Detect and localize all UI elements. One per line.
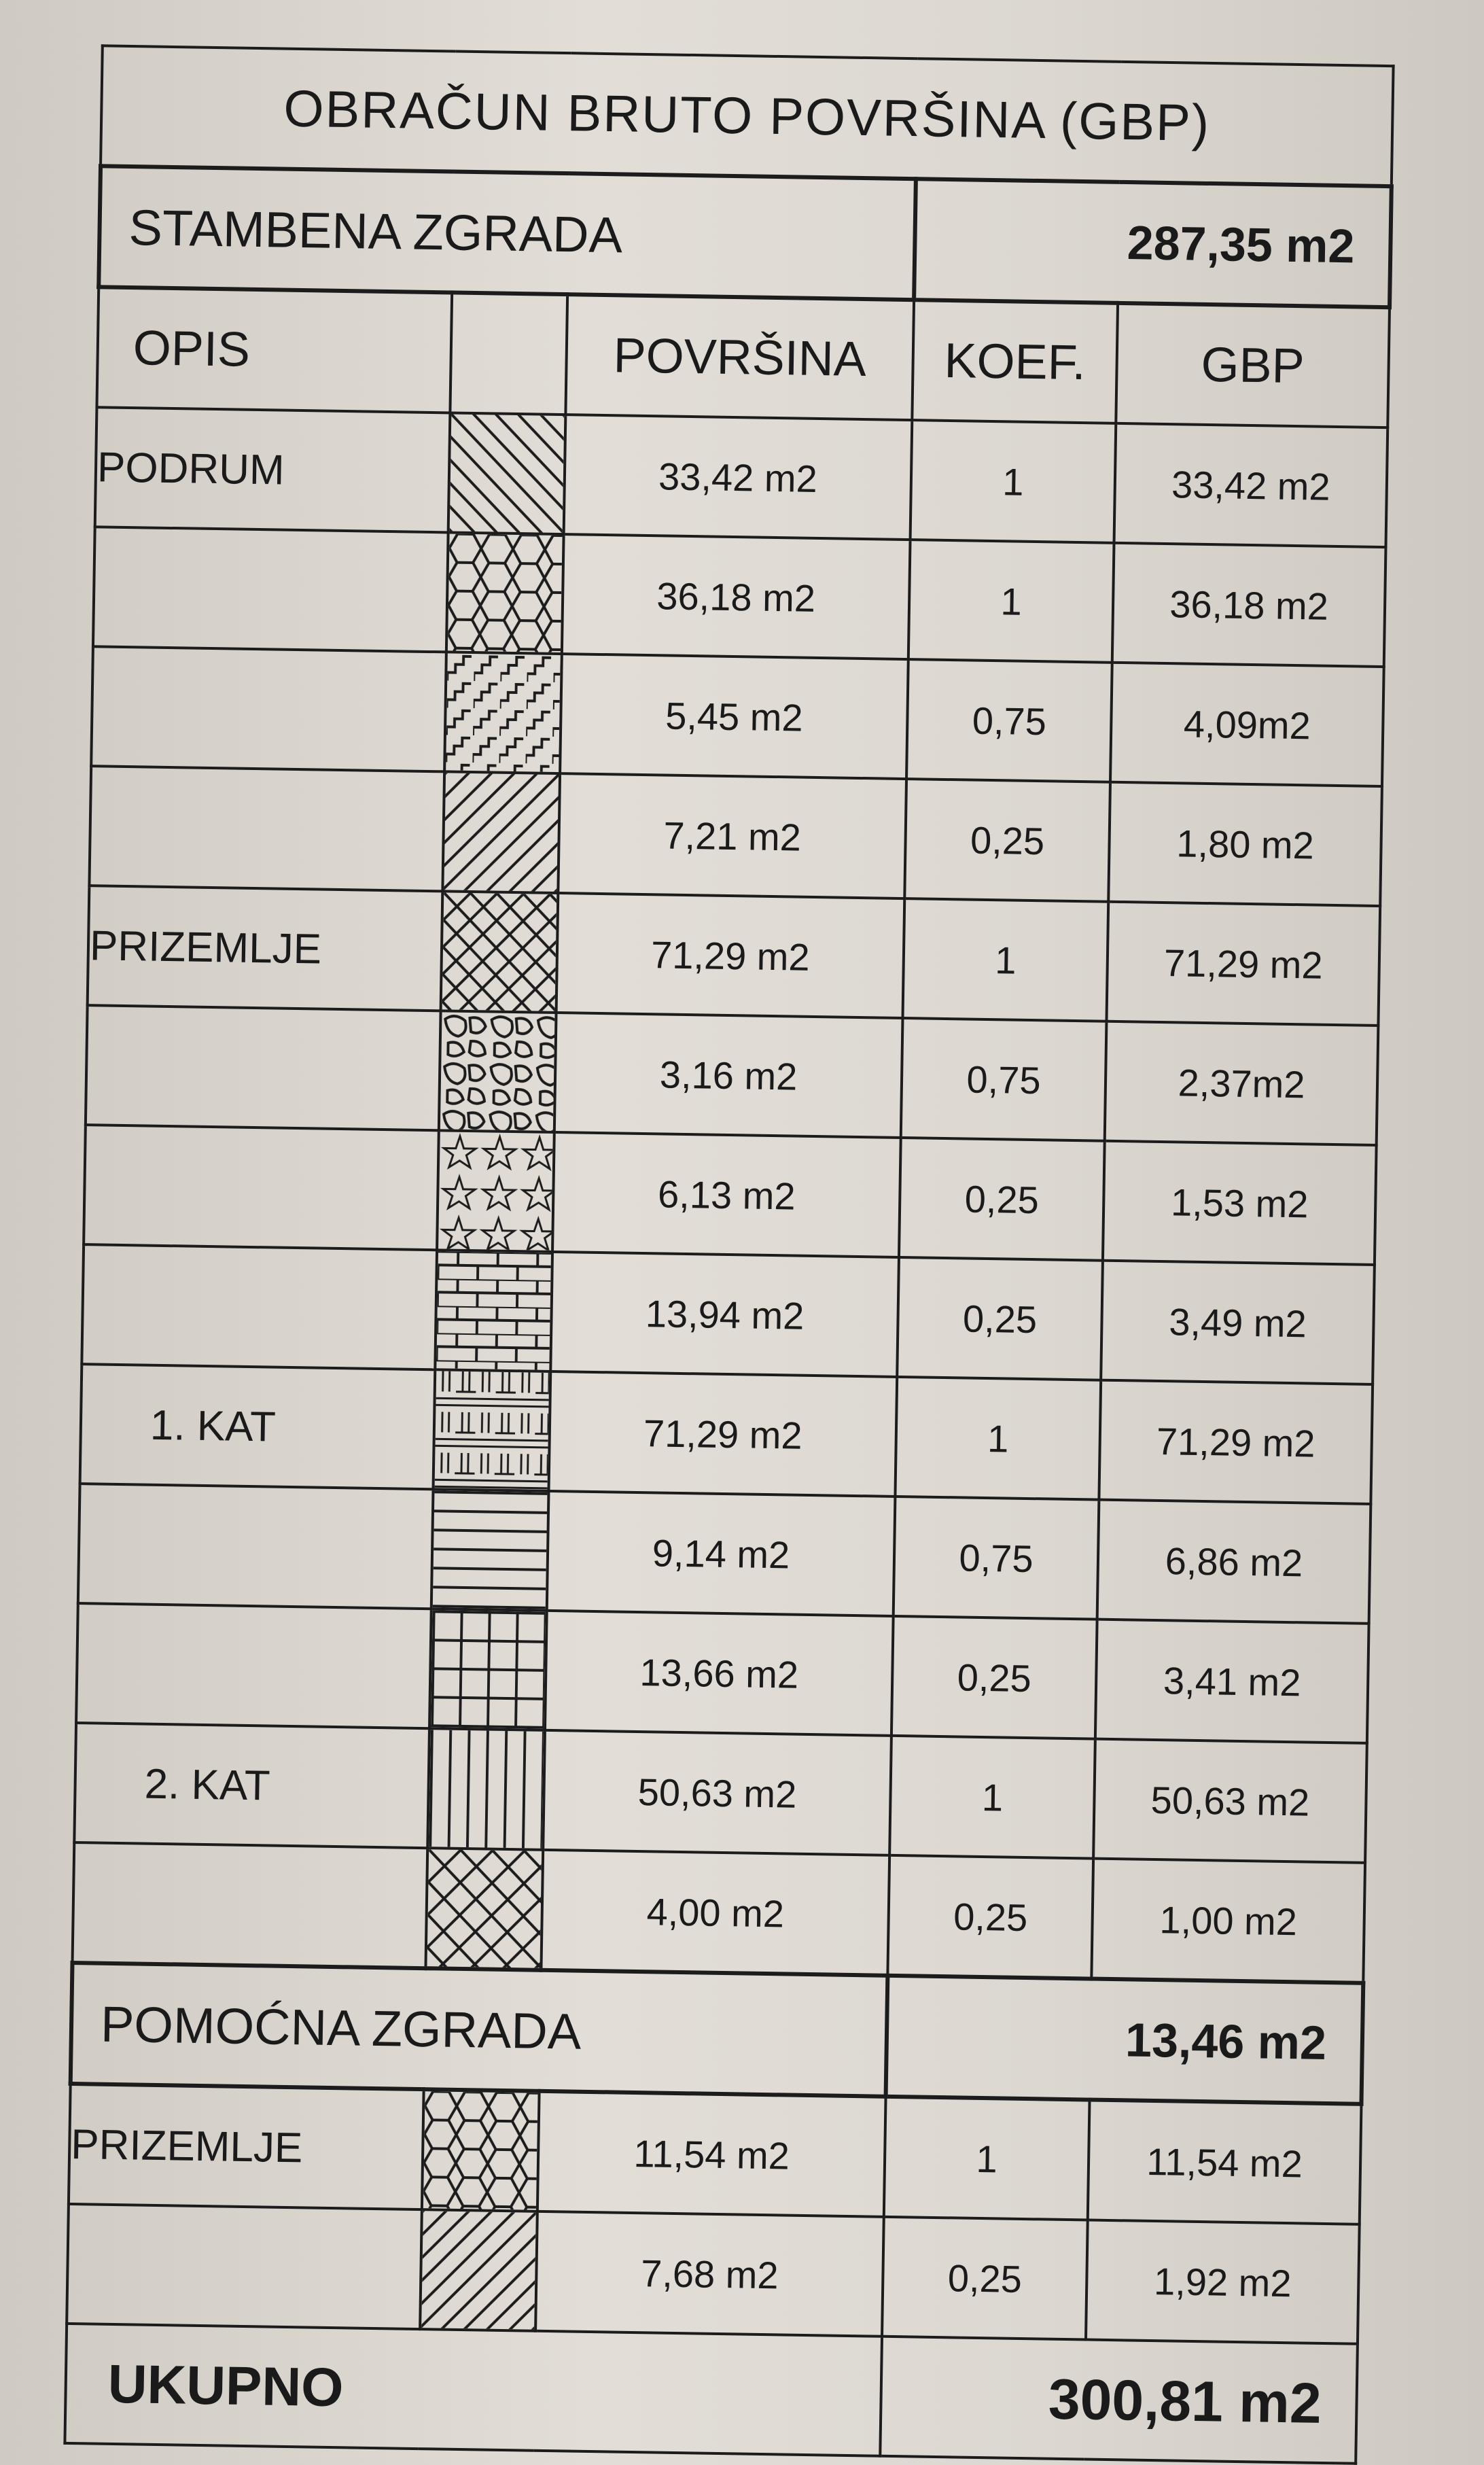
section-row xyxy=(99,166,1392,307)
table-row xyxy=(88,886,1381,1026)
row-label: PRIZEMLJE xyxy=(88,886,443,1011)
section-row xyxy=(71,1963,1364,2104)
row-coef: 1 xyxy=(908,540,1114,663)
row-label: PRIZEMLJE xyxy=(69,2084,424,2209)
row-coef: 1 xyxy=(911,420,1116,543)
row-area: 71,29 m2 xyxy=(549,1371,898,1497)
row-gbp: 36,18 m2 xyxy=(1112,543,1386,667)
section-total: 287,35 m2 xyxy=(914,179,1392,307)
column-coef: KOEF. xyxy=(912,300,1118,423)
section-name: POMOĆNA ZGRADA xyxy=(71,1963,888,2097)
row-gbp: 1,53 m2 xyxy=(1103,1141,1377,1265)
row-coef: 0,25 xyxy=(904,779,1110,902)
row-area: 9,14 m2 xyxy=(547,1491,896,1616)
row-coef: 0,75 xyxy=(894,1497,1099,1620)
forward-diagonal-hatch-icon xyxy=(442,771,560,893)
table-row xyxy=(80,1364,1373,1504)
table-row xyxy=(84,1125,1377,1265)
star-hatch-icon xyxy=(437,1130,554,1252)
table-row xyxy=(82,1244,1375,1384)
table-row xyxy=(93,527,1386,667)
row-label xyxy=(93,527,448,652)
forward-diagonal-hatch-icon xyxy=(420,2209,537,2331)
vertical-line-hatch-icon xyxy=(427,1728,545,1850)
grid-hatch-icon xyxy=(429,1609,547,1730)
column-gbp: GBP xyxy=(1116,303,1390,427)
row-area: 36,18 m2 xyxy=(562,534,911,659)
row-coef: 0,75 xyxy=(901,1018,1107,1141)
grand-total-value: 300,81 m2 xyxy=(880,2337,1358,2464)
row-area: 3,16 m2 xyxy=(554,1013,903,1138)
row-area: 33,42 m2 xyxy=(564,415,913,540)
table-row xyxy=(89,766,1382,906)
gbp-sheet xyxy=(63,44,1391,2464)
grand-total-row xyxy=(65,2324,1358,2464)
row-label xyxy=(67,2204,422,2329)
brick-hatch-icon xyxy=(435,1250,552,1371)
row-gbp: 50,63 m2 xyxy=(1093,1739,1367,1863)
diagonal-hatch-icon xyxy=(448,413,566,534)
row-coef: 0,25 xyxy=(882,2217,1088,2340)
row-gbp: 4,09m2 xyxy=(1110,663,1384,786)
row-coef: 0,75 xyxy=(906,659,1112,782)
gbp-table xyxy=(63,44,1395,2465)
document-title: OBRAČUN BRUTO POVRŠINA (GBP) xyxy=(101,46,1394,186)
table-row xyxy=(76,1603,1369,1743)
row-label: 2. KAT xyxy=(74,1723,429,1848)
row-gbp: 6,86 m2 xyxy=(1097,1500,1371,1624)
row-label xyxy=(84,1125,439,1250)
column-header-row xyxy=(96,287,1390,427)
row-coef: 0,25 xyxy=(891,1616,1097,1739)
hexagon-hatch-icon xyxy=(422,2089,540,2211)
row-coef: 0,25 xyxy=(897,1257,1103,1380)
column-area: POVRŠINA xyxy=(565,294,914,420)
row-gbp: 2,37m2 xyxy=(1105,1021,1379,1145)
row-area: 13,94 m2 xyxy=(550,1252,899,1377)
row-gbp: 11,54 m2 xyxy=(1088,2100,1362,2224)
stair-hatch-icon xyxy=(444,652,562,773)
row-area: 6,13 m2 xyxy=(552,1132,901,1257)
row-coef: 0,25 xyxy=(887,1855,1093,1979)
section-total: 13,46 m2 xyxy=(886,1976,1364,2104)
table-row xyxy=(69,2084,1362,2224)
hexagon-hatch-icon xyxy=(446,532,564,654)
row-area: 4,00 m2 xyxy=(541,1850,889,1976)
table-row xyxy=(86,1005,1379,1145)
row-gbp: 1,80 m2 xyxy=(1108,782,1382,906)
table-row xyxy=(67,2204,1360,2344)
title-row xyxy=(101,46,1394,186)
herringbone-hatch-icon xyxy=(441,891,559,1013)
table-row xyxy=(74,1723,1367,1863)
row-gbp: 33,42 m2 xyxy=(1114,423,1388,547)
parquet-hatch-icon xyxy=(434,1369,551,1491)
horizontal-line-hatch-icon xyxy=(431,1489,549,1611)
grand-total-label: UKUPNO xyxy=(65,2324,882,2456)
table-row xyxy=(78,1484,1371,1624)
row-area: 5,45 m2 xyxy=(560,654,908,779)
row-label: 1. KAT xyxy=(80,1364,436,1489)
row-label xyxy=(86,1005,441,1130)
row-coef: 1 xyxy=(895,1377,1101,1500)
row-label xyxy=(76,1603,431,1728)
row-gbp: 71,29 m2 xyxy=(1106,902,1380,1026)
table-row xyxy=(73,1842,1366,1983)
row-coef: 1 xyxy=(884,2097,1090,2220)
row-coef: 1 xyxy=(889,1736,1095,1859)
row-gbp: 1,00 m2 xyxy=(1091,1859,1365,1983)
row-coef: 1 xyxy=(902,898,1108,1021)
row-label xyxy=(82,1244,437,1369)
section-name: STAMBENA ZGRADA xyxy=(99,166,916,300)
row-coef: 0,25 xyxy=(899,1138,1105,1261)
row-area: 71,29 m2 xyxy=(556,893,905,1018)
row-label xyxy=(73,1842,428,1968)
row-label xyxy=(89,766,444,891)
row-area: 7,21 m2 xyxy=(558,773,906,898)
column-pattern xyxy=(450,292,567,415)
row-label xyxy=(91,646,446,771)
row-gbp: 3,49 m2 xyxy=(1101,1261,1375,1384)
row-area: 11,54 m2 xyxy=(537,2091,886,2217)
row-area: 50,63 m2 xyxy=(543,1730,891,1855)
stone-hatch-icon xyxy=(439,1011,556,1132)
row-gbp: 71,29 m2 xyxy=(1099,1380,1373,1504)
row-area: 7,68 m2 xyxy=(535,2211,884,2337)
column-opis: OPIS xyxy=(96,287,452,413)
row-area: 13,66 m2 xyxy=(545,1611,894,1736)
crosshatch-icon xyxy=(425,1848,543,1970)
row-label: PODRUM xyxy=(95,407,450,532)
table-row xyxy=(91,646,1384,786)
row-label xyxy=(78,1484,434,1609)
row-gbp: 3,41 m2 xyxy=(1095,1620,1369,1743)
row-gbp: 1,92 m2 xyxy=(1086,2220,1360,2344)
table-row xyxy=(95,407,1388,547)
